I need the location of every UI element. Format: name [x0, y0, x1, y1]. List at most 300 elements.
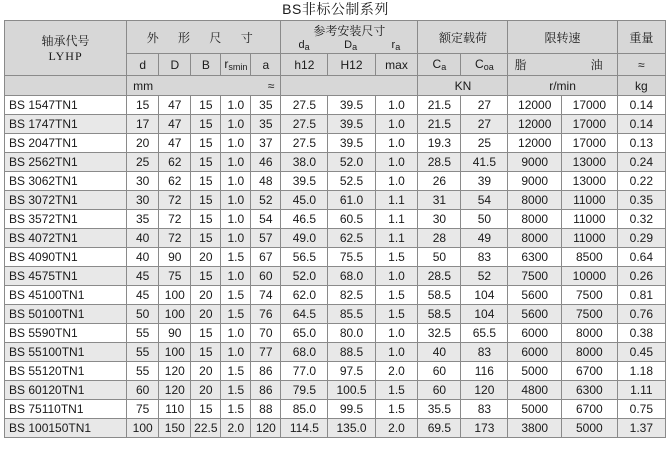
- cell-d: 62: [159, 172, 191, 191]
- table-row: [5, 267, 666, 286]
- cell-a: 35: [251, 96, 281, 115]
- cell-ra: 1.5: [375, 381, 418, 400]
- cell-da: 65.0: [281, 324, 328, 343]
- cell-r: 1.0: [221, 343, 251, 362]
- cell-w: 0.26: [617, 267, 665, 286]
- group-header-weight: 重量: [617, 21, 665, 54]
- cell-oil: 5000: [561, 419, 617, 438]
- cell-b: 15: [191, 96, 221, 115]
- cell-b: 20: [191, 362, 221, 381]
- cell-model: BS 5590TN1: [5, 324, 127, 343]
- header-Da: $D_a$: [344, 39, 358, 52]
- cell-ra: 2.0: [375, 362, 418, 381]
- cell-ra: 1.5: [375, 286, 418, 305]
- unit-dims: [127, 76, 281, 96]
- cell-b: 15: [191, 134, 221, 153]
- cell-d: 40: [127, 248, 159, 267]
- header-code-label: 轴承代号: [41, 34, 90, 48]
- cell-r: 1.5: [221, 305, 251, 324]
- cell-da: 99.5: [328, 400, 375, 419]
- cell-oil: 17000: [561, 115, 617, 134]
- cell-a: 54: [251, 210, 281, 229]
- cell-da: 64.5: [281, 305, 328, 324]
- cell-oil: 8000: [561, 324, 617, 343]
- cell-oil: 7500: [561, 305, 617, 324]
- table-row: [5, 134, 666, 153]
- cell-da: 56.5: [281, 248, 328, 267]
- col-header-h12a: h12: [281, 54, 328, 76]
- cell-b: 20: [191, 305, 221, 324]
- table-row: [5, 96, 666, 115]
- cell-b: 15: [191, 210, 221, 229]
- cell-w: 0.29: [617, 229, 665, 248]
- col-header-grease-oil: [508, 54, 617, 76]
- cell-ra: 2.0: [375, 419, 418, 438]
- cell-da: 68.0: [281, 343, 328, 362]
- cell-grease: 8000: [508, 229, 562, 248]
- cell-ra: 1.5: [375, 400, 418, 419]
- header-da: $d_a$: [298, 39, 310, 52]
- cell-d: 40: [127, 229, 159, 248]
- cell-r: 1.5: [221, 400, 251, 419]
- cell-ca: 50: [418, 248, 461, 267]
- cell-b: 22.5: [191, 419, 221, 438]
- cell-coa: 27: [461, 96, 508, 115]
- cell-ca: 32.5: [418, 324, 461, 343]
- cell-a: 74: [251, 286, 281, 305]
- cell-b: 15: [191, 115, 221, 134]
- cell-d: 17: [127, 115, 159, 134]
- cell-b: 15: [191, 229, 221, 248]
- cell-oil: 6300: [561, 381, 617, 400]
- cell-w: 0.24: [617, 153, 665, 172]
- cell-model: BS 1747TN1: [5, 115, 127, 134]
- cell-w: 0.35: [617, 191, 665, 210]
- cell-grease: 5000: [508, 400, 562, 419]
- cell-b: 20: [191, 248, 221, 267]
- cell-grease: 4800: [508, 381, 562, 400]
- cell-grease: 12000: [508, 115, 562, 134]
- cell-r: 1.0: [221, 134, 251, 153]
- cell-coa: 83: [461, 343, 508, 362]
- header-brand-label: LYHP: [48, 49, 83, 63]
- cell-oil: 7500: [561, 286, 617, 305]
- cell-da: 114.5: [281, 419, 328, 438]
- cell-model: BS 55100TN1: [5, 343, 127, 362]
- cell-a: 67: [251, 248, 281, 267]
- cell-oil: 6700: [561, 400, 617, 419]
- cell-da: 38.0: [281, 153, 328, 172]
- header-mount-label: 参考安装尺寸: [313, 24, 386, 38]
- cell-grease: 12000: [508, 134, 562, 153]
- cell-coa: 50: [461, 210, 508, 229]
- col-header-rsmin: $r_{smin}$: [221, 54, 251, 76]
- cell-a: 37: [251, 134, 281, 153]
- cell-model: BS 50100TN1: [5, 305, 127, 324]
- cell-a: 52: [251, 191, 281, 210]
- cell-ra: 1.0: [375, 115, 418, 134]
- cell-r: 1.5: [221, 286, 251, 305]
- cell-da: 100.5: [328, 381, 375, 400]
- cell-coa: 173: [461, 419, 508, 438]
- cell-r: 1.5: [221, 248, 251, 267]
- cell-d: 62: [159, 153, 191, 172]
- cell-model: BS 45100TN1: [5, 286, 127, 305]
- cell-a: 48: [251, 172, 281, 191]
- cell-b: 20: [191, 286, 221, 305]
- cell-d: 100: [159, 286, 191, 305]
- cell-ra: 1.5: [375, 248, 418, 267]
- cell-d: 45: [127, 267, 159, 286]
- cell-da: 46.5: [281, 210, 328, 229]
- cell-d: 30: [127, 172, 159, 191]
- cell-model: BS 3572TN1: [5, 210, 127, 229]
- cell-da: 52.0: [281, 267, 328, 286]
- cell-da: 52.5: [328, 172, 375, 191]
- cell-oil: 17000: [561, 134, 617, 153]
- cell-d: 150: [159, 419, 191, 438]
- header-oil: 油: [590, 58, 603, 72]
- cell-b: 15: [191, 172, 221, 191]
- cell-da: 39.5: [328, 134, 375, 153]
- cell-d: 47: [159, 134, 191, 153]
- cell-ra: 1.1: [375, 191, 418, 210]
- cell-grease: 6000: [508, 324, 562, 343]
- cell-coa: 52: [461, 267, 508, 286]
- table-row: [5, 343, 666, 362]
- cell-da: 77.0: [281, 362, 328, 381]
- cell-coa: 104: [461, 305, 508, 324]
- cell-model: BS 2047TN1: [5, 134, 127, 153]
- cell-oil: 13000: [561, 153, 617, 172]
- cell-w: 0.32: [617, 210, 665, 229]
- cell-ca: 60: [418, 362, 461, 381]
- table-row: [5, 191, 666, 210]
- cell-d: 47: [159, 96, 191, 115]
- cell-d: 75: [127, 400, 159, 419]
- cell-b: 15: [191, 343, 221, 362]
- cell-d: 35: [127, 210, 159, 229]
- cell-ra: 1.0: [375, 343, 418, 362]
- cell-model: BS 1547TN1: [5, 96, 127, 115]
- cell-b: 20: [191, 381, 221, 400]
- cell-coa: 104: [461, 286, 508, 305]
- cell-d: 100: [159, 343, 191, 362]
- cell-da: 135.0: [328, 419, 375, 438]
- unit-kg: kg: [617, 76, 665, 96]
- col-header-max: max: [375, 54, 418, 76]
- cell-ra: 1.0: [375, 172, 418, 191]
- unit-approx: ≈: [267, 78, 275, 93]
- cell-d: 110: [159, 400, 191, 419]
- cell-model: BS 3072TN1: [5, 191, 127, 210]
- cell-d: 25: [127, 153, 159, 172]
- cell-coa: 27: [461, 115, 508, 134]
- cell-model: BS 4090TN1: [5, 248, 127, 267]
- cell-ca: 28.5: [418, 267, 461, 286]
- cell-ca: 60: [418, 381, 461, 400]
- cell-ra: 1.0: [375, 96, 418, 115]
- cell-da: 68.0: [328, 267, 375, 286]
- cell-da: 27.5: [281, 134, 328, 153]
- cell-ra: 1.0: [375, 153, 418, 172]
- cell-da: 39.5: [328, 96, 375, 115]
- cell-da: 62.0: [281, 286, 328, 305]
- cell-a: 88: [251, 400, 281, 419]
- col-header-coa: $C_{oa}$: [461, 54, 508, 76]
- cell-r: 1.0: [221, 191, 251, 210]
- cell-oil: 8500: [561, 248, 617, 267]
- cell-da: 82.5: [328, 286, 375, 305]
- bearing-spec-table: [4, 20, 666, 438]
- col-header-D: D: [159, 54, 191, 76]
- cell-w: 0.14: [617, 115, 665, 134]
- cell-da: 79.5: [281, 381, 328, 400]
- cell-d: 55: [127, 324, 159, 343]
- cell-da: 49.0: [281, 229, 328, 248]
- col-header-B: B: [191, 54, 221, 76]
- table-row: [5, 286, 666, 305]
- cell-grease: 5000: [508, 362, 562, 381]
- cell-a: 57: [251, 229, 281, 248]
- cell-d: 60: [127, 381, 159, 400]
- cell-w: 1.37: [617, 419, 665, 438]
- cell-d: 100: [127, 419, 159, 438]
- cell-model: BS 75110TN1: [5, 400, 127, 419]
- cell-oil: 11000: [561, 210, 617, 229]
- header-grease: 脂: [514, 58, 527, 72]
- cell-d: 100: [159, 305, 191, 324]
- cell-w: 0.38: [617, 324, 665, 343]
- cell-oil: 6700: [561, 362, 617, 381]
- table-row: [5, 229, 666, 248]
- cell-ca: 19.3: [418, 134, 461, 153]
- cell-model: BS 4575TN1: [5, 267, 127, 286]
- unit-rmin: r/min: [508, 76, 617, 96]
- cell-r: 1.0: [221, 267, 251, 286]
- cell-da: 52.0: [328, 153, 375, 172]
- cell-grease: 5600: [508, 305, 562, 324]
- cell-b: 15: [191, 324, 221, 343]
- cell-a: 46: [251, 153, 281, 172]
- cell-d: 20: [127, 134, 159, 153]
- cell-oil: 11000: [561, 229, 617, 248]
- table-row: [5, 305, 666, 324]
- cell-ca: 69.5: [418, 419, 461, 438]
- cell-b: 15: [191, 191, 221, 210]
- cell-d: 90: [159, 248, 191, 267]
- cell-w: 0.14: [617, 96, 665, 115]
- cell-ca: 26: [418, 172, 461, 191]
- cell-d: 72: [159, 210, 191, 229]
- cell-ca: 28: [418, 229, 461, 248]
- cell-da: 85.5: [328, 305, 375, 324]
- cell-ra: 1.1: [375, 229, 418, 248]
- cell-b: 15: [191, 267, 221, 286]
- cell-w: 0.75: [617, 400, 665, 419]
- cell-d: 90: [159, 324, 191, 343]
- cell-model: BS 3062TN1: [5, 172, 127, 191]
- cell-da: 75.5: [328, 248, 375, 267]
- cell-ca: 58.5: [418, 305, 461, 324]
- col-header-ca: $C_a$: [418, 54, 461, 76]
- cell-grease: 9000: [508, 172, 562, 191]
- cell-r: 1.0: [221, 229, 251, 248]
- cell-da: 39.5: [328, 115, 375, 134]
- cell-grease: 7500: [508, 267, 562, 286]
- group-header-mount: [281, 21, 418, 54]
- cell-w: 1.18: [617, 362, 665, 381]
- cell-grease: 6300: [508, 248, 562, 267]
- cell-w: 0.22: [617, 172, 665, 191]
- cell-model: BS 60120TN1: [5, 381, 127, 400]
- cell-a: 77: [251, 343, 281, 362]
- cell-model: BS 100150TN1: [5, 419, 127, 438]
- cell-r: 1.0: [221, 172, 251, 191]
- col-header-d: d: [127, 54, 159, 76]
- cell-da: 62.5: [328, 229, 375, 248]
- table-row: [5, 324, 666, 343]
- cell-r: 1.0: [221, 96, 251, 115]
- cell-a: 86: [251, 381, 281, 400]
- cell-b: 15: [191, 153, 221, 172]
- cell-coa: 54: [461, 191, 508, 210]
- cell-d: 120: [159, 381, 191, 400]
- cell-oil: 13000: [561, 172, 617, 191]
- cell-da: 85.0: [281, 400, 328, 419]
- cell-r: 1.0: [221, 324, 251, 343]
- cell-a: 60: [251, 267, 281, 286]
- table-row: [5, 419, 666, 438]
- cell-ca: 21.5: [418, 96, 461, 115]
- cell-coa: 116: [461, 362, 508, 381]
- cell-ca: 40: [418, 343, 461, 362]
- cell-d: 47: [159, 115, 191, 134]
- header-ra: $r_a$: [391, 39, 401, 52]
- page-title: BS非标公制系列: [282, 1, 389, 17]
- cell-d: 45: [127, 286, 159, 305]
- cell-oil: 11000: [561, 191, 617, 210]
- cell-ca: 58.5: [418, 286, 461, 305]
- table-row: [5, 248, 666, 267]
- cell-grease: 12000: [508, 96, 562, 115]
- cell-d: 75: [159, 267, 191, 286]
- cell-ca: 35.5: [418, 400, 461, 419]
- cell-a: 35: [251, 115, 281, 134]
- cell-d: 72: [159, 191, 191, 210]
- cell-b: 15: [191, 400, 221, 419]
- cell-ca: 28.5: [418, 153, 461, 172]
- cell-w: 0.45: [617, 343, 665, 362]
- col-header-approx: ≈: [617, 54, 665, 76]
- cell-da: 27.5: [281, 115, 328, 134]
- cell-w: 0.13: [617, 134, 665, 153]
- cell-ra: 1.0: [375, 134, 418, 153]
- cell-r: 1.0: [221, 153, 251, 172]
- cell-w: 0.76: [617, 305, 665, 324]
- cell-grease: 9000: [508, 153, 562, 172]
- cell-coa: 39: [461, 172, 508, 191]
- cell-da: 97.5: [328, 362, 375, 381]
- cell-grease: 8000: [508, 210, 562, 229]
- cell-ca: 31: [418, 191, 461, 210]
- cell-da: 45.0: [281, 191, 328, 210]
- cell-coa: 49: [461, 229, 508, 248]
- cell-coa: 83: [461, 400, 508, 419]
- cell-coa: 65.5: [461, 324, 508, 343]
- cell-coa: 41.5: [461, 153, 508, 172]
- cell-ca: 30: [418, 210, 461, 229]
- table-row: [5, 172, 666, 191]
- cell-da: 27.5: [281, 96, 328, 115]
- cell-a: 120: [251, 419, 281, 438]
- cell-w: 0.81: [617, 286, 665, 305]
- cell-da: 60.5: [328, 210, 375, 229]
- cell-w: 1.11: [617, 381, 665, 400]
- cell-grease: 6000: [508, 343, 562, 362]
- cell-oil: 8000: [561, 343, 617, 362]
- cell-coa: 83: [461, 248, 508, 267]
- cell-d: 72: [159, 229, 191, 248]
- col-header-h12b: H12: [328, 54, 375, 76]
- unit-mount: [281, 76, 418, 96]
- cell-oil: 10000: [561, 267, 617, 286]
- cell-coa: 120: [461, 381, 508, 400]
- table-row: [5, 400, 666, 419]
- cell-r: 2.0: [221, 419, 251, 438]
- cell-model: BS 2562TN1: [5, 153, 127, 172]
- cell-ca: 21.5: [418, 115, 461, 134]
- cell-grease: 8000: [508, 191, 562, 210]
- cell-a: 86: [251, 362, 281, 381]
- cell-coa: 25: [461, 134, 508, 153]
- cell-da: 61.0: [328, 191, 375, 210]
- unit-mm: mm: [133, 78, 154, 93]
- col-header-code: [5, 21, 127, 76]
- cell-grease: 5600: [508, 286, 562, 305]
- cell-w: 0.64: [617, 248, 665, 267]
- cell-d: 50: [127, 305, 159, 324]
- cell-r: 1.0: [221, 210, 251, 229]
- cell-r: 1.0: [221, 115, 251, 134]
- cell-da: 39.5: [281, 172, 328, 191]
- table-row: [5, 210, 666, 229]
- cell-a: 76: [251, 305, 281, 324]
- cell-a: 70: [251, 324, 281, 343]
- col-header-a: a: [251, 54, 281, 76]
- cell-da: 80.0: [328, 324, 375, 343]
- unit-kn: KN: [418, 76, 508, 96]
- cell-r: 1.5: [221, 362, 251, 381]
- cell-grease: 3800: [508, 419, 562, 438]
- table-row: [5, 153, 666, 172]
- cell-d: 15: [127, 96, 159, 115]
- cell-d: 30: [127, 191, 159, 210]
- cell-oil: 17000: [561, 96, 617, 115]
- group-header-load: 额定载荷: [418, 21, 508, 54]
- cell-model: BS 55120TN1: [5, 362, 127, 381]
- cell-da: 88.5: [328, 343, 375, 362]
- group-header-speed: 限转速: [508, 21, 617, 54]
- cell-model: BS 4072TN1: [5, 229, 127, 248]
- cell-ra: 1.0: [375, 324, 418, 343]
- unit-empty: [5, 76, 127, 96]
- cell-d: 120: [159, 362, 191, 381]
- cell-d: 55: [127, 343, 159, 362]
- table-row: [5, 362, 666, 381]
- table-row: [5, 381, 666, 400]
- cell-ra: 1.5: [375, 305, 418, 324]
